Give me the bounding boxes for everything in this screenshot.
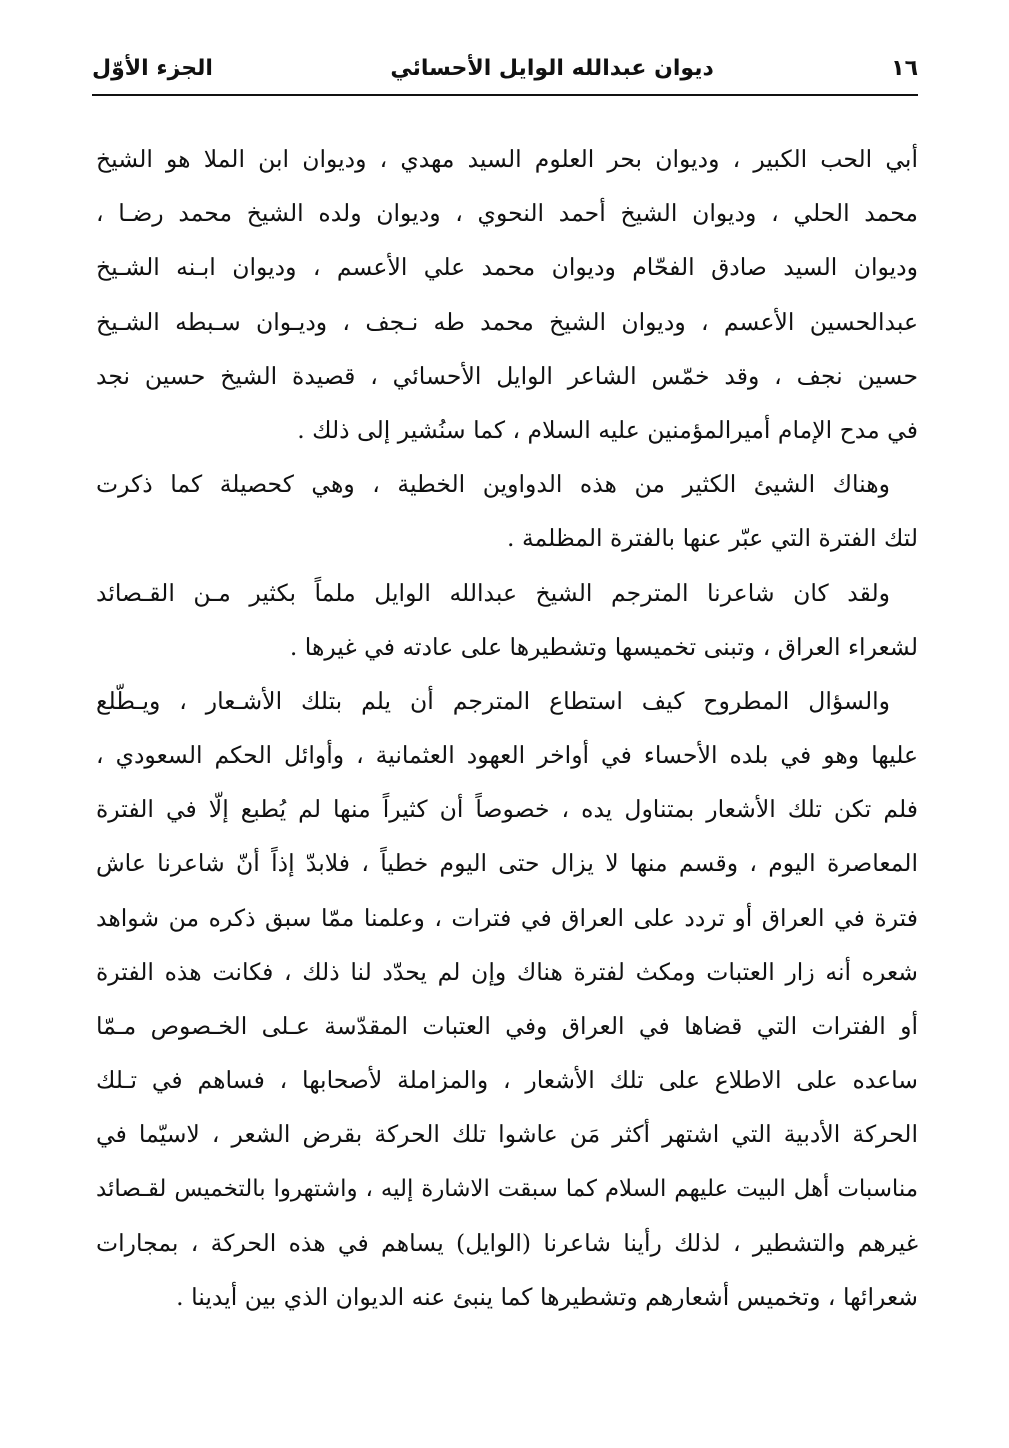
- page-number: ١٦: [891, 55, 918, 81]
- text-line: الحركة الأدبية التي اشتهر أكثر مَن عاشوا تلك الحركة بقرض الشعر ، لاسيّما في: [96, 1120, 918, 1149]
- text-line: في مدح الإمام أميرالمؤمنين عليه السلام ، كما سنُشير إلى ذلك .: [297, 415, 918, 444]
- text-line: والسؤال المطروح كيف استطاع المترجم أن يلم بتلك الأشـعار ، ويـطّلع: [96, 686, 890, 715]
- text-line: مناسبات أهل البيت عليهم السلام كما سبقت الاشارة إليه ، واشتهروا بالتخميس لقـصائد: [96, 1175, 918, 1202]
- text-line: أو الفترات التي قضاها في العراق وفي العتبات المقدّسة عـلى الخـصوص مـمّا: [96, 1012, 918, 1040]
- book-title: ديوان عبدالله الوايل الأحسائي: [390, 55, 714, 81]
- text-line: فلم تكن تلك الأشعار بمتناول يده ، خصوصاً أن كثيراً منها لم يُطبع إلّا في الفترة: [96, 795, 918, 824]
- text-line: المعاصرة اليوم ، وقسم منها لا يزال حتى اليوم خطياً ، فلابدّ إذاً أنّ شاعرنا عاش: [96, 849, 918, 878]
- paragraph: [96, 674, 918, 1324]
- text-line: فترة في العراق أو تردد على العراق في فترات ، وعلمنا ممّا سبق ذكره من شواهد: [96, 903, 918, 932]
- text-line: أبي الحب الكبير ، وديوان بحر العلوم السيد مهدي ، وديوان ابن الملا هو الشيخ: [96, 145, 918, 173]
- text-line: لتك الفترة التي عبّر عنها بالفترة المظلمة .: [507, 524, 918, 553]
- running-header: [92, 46, 918, 90]
- text-line: غيرهم والتشطير ، لذلك رأينا شاعرنا (الوايل) يساهم في هذه الحركة ، بمجارات: [96, 1228, 918, 1257]
- text-line: ولقد كان شاعرنا المترجم الشيخ عبدالله الوايل ملماً بكثير مـن القـصائد: [96, 578, 890, 607]
- paragraph: [96, 132, 918, 457]
- text-line: محمد الحلي ، وديوان الشيخ أحمد النحوي ، وديوان ولده الشيخ محمد رضـا ،: [96, 199, 918, 228]
- text-line: شعرائها ، وتخميس أشعارهم وتشطيرها كما ينبئ عنه الديوان الذي بين أيدينا .: [176, 1282, 918, 1311]
- text-line: حسين نجف ، وقد خمّس الشاعر الوايل الأحسائي ، قصيدة الشيخ حسين نجد: [96, 361, 918, 390]
- body-text: [96, 132, 918, 1324]
- text-line: عليها وهو في بلده الأحساء في أواخر العهود العثمانية ، وأوائل الحكم السعودي ،: [96, 741, 918, 770]
- text-line: عبدالحسين الأعسم ، وديوان الشيخ محمد طه نـجف ، وديـوان سـبطه الشـيخ: [96, 307, 918, 336]
- text-line: شعره أنه زار العتبات ومكث لفترة هناك وإن لم يحدّد لنا ذلك ، فكانت هذه الفترة: [96, 957, 918, 986]
- header-rule: [92, 94, 918, 96]
- volume-label: الجزء الأوّل: [92, 55, 213, 81]
- text-line: ساعده على الاطلاع على تلك الأشعار ، والمزاملة لأصحابها ، فساهم في تـلك: [96, 1066, 918, 1095]
- text-line: وهناك الشيئ الكثير من هذه الدواوين الخطية ، وهي كحصيلة كما ذكرت: [96, 470, 890, 499]
- paragraph: [96, 457, 918, 565]
- text-line: وديوان السيد صادق الفحّام وديوان محمد علي الأعسم ، وديوان ابـنه الشـيخ: [96, 253, 918, 282]
- text-line: لشعراء العراق ، وتبنى تخميسها وتشطيرها على عادته في غيرها .: [289, 632, 918, 661]
- paragraph: [96, 566, 918, 674]
